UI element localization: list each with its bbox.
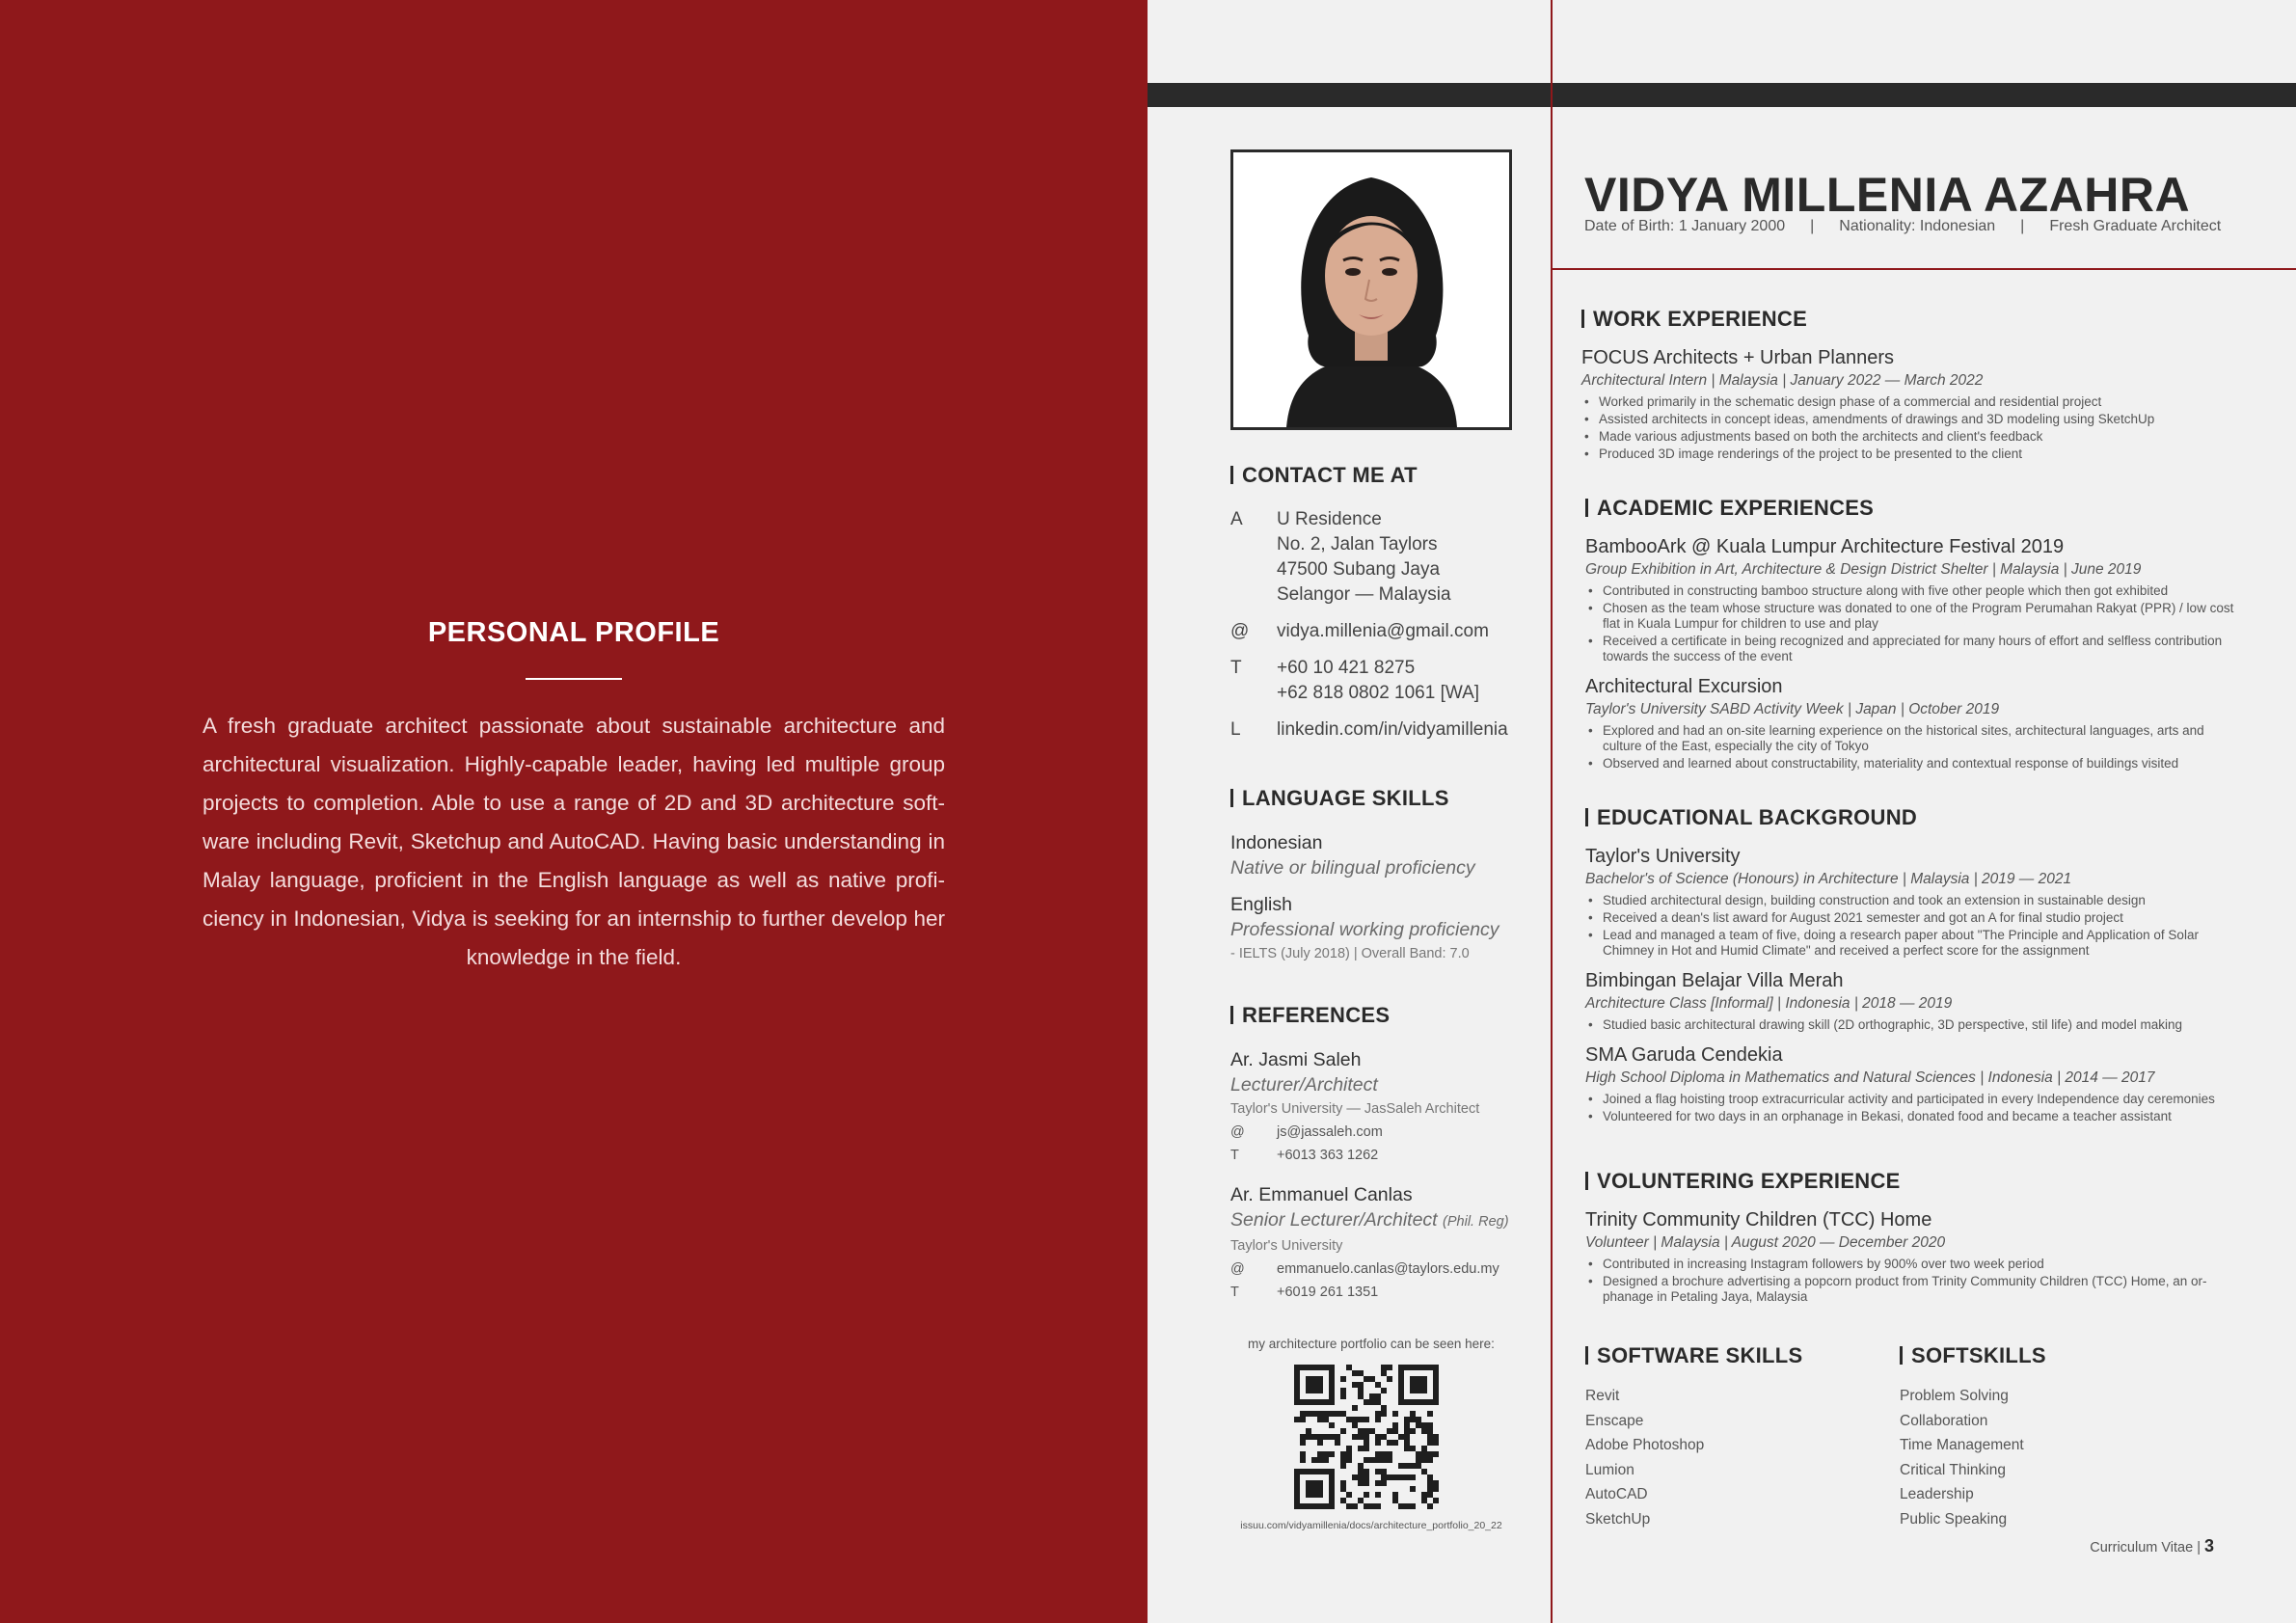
qr-caption: my architecture portfolio can be seen here: (1248, 1337, 1495, 1351)
linkedin-link[interactable]: linkedin.com/in/vidyamillenia (1277, 719, 1508, 740)
education-entry (1585, 844, 2241, 959)
reference-email-row (1230, 1261, 1520, 1277)
softskill-item: Time Management (1900, 1437, 2024, 1453)
software-title-text: SOFTWARE SKILLS (1597, 1343, 1803, 1367)
bullet-item: • Assisted architects in concept ideas, amendments of drawings and 3D modeling using SketchUp (1581, 412, 2237, 427)
work-entry (1581, 345, 2237, 462)
education-title-text: EDUCATIONAL BACKGROUND (1597, 805, 1918, 829)
education-entry (1585, 1042, 2241, 1124)
candidate-name: VIDYA MILLENIA AZAHRA (1584, 168, 2191, 222)
reference-role (1230, 1207, 1520, 1234)
nationality: Nationality: Indonesian (1839, 218, 1996, 234)
date-of-birth: Date of Birth: 1 January 2000 (1584, 218, 1786, 234)
qr-code[interactable] (1294, 1365, 1439, 1514)
education-title (1585, 805, 2241, 830)
section-bar (1230, 1006, 1233, 1024)
software-item: SketchUp (1585, 1510, 1651, 1528)
section-bar (1900, 1346, 1903, 1365)
software-item: Revit (1585, 1388, 1620, 1404)
work-title (1581, 307, 2237, 332)
language-name: English (1230, 894, 1292, 915)
entry-role: Bachelor's of Science (Honours) in Architecture | Malaysia | 2019 — 2021 (1585, 871, 2072, 887)
entry-org: Architectural Excursion (1585, 676, 1783, 697)
reference-item (1230, 1182, 1520, 1300)
footer-separator: | (2197, 1540, 2201, 1555)
bullet-item: • Chosen as the team whose structure was donated to one of the Program Perumahan Rakyat (PPR) / low cost flat in Kuala Lumpur for children to use and play (1585, 601, 2241, 632)
profile-divider (526, 678, 622, 680)
language-item (1230, 892, 1520, 961)
phone-key: T (1230, 658, 1242, 678)
bullet-item: • Contributed in increasing Instagram followers by 900% over two week period (1585, 1257, 2241, 1272)
entry-role: Volunteer | Malaysia | August 2020 — December 2020 (1585, 1234, 1946, 1251)
academic-entry (1585, 534, 2241, 664)
references-section (1230, 1003, 1520, 1300)
entry-org: Taylor's University (1585, 846, 1741, 867)
work-section (1581, 307, 2237, 472)
software-item: Enscape (1585, 1412, 1644, 1429)
language-level: Native or bilingual proficiency (1230, 857, 1475, 879)
bullet-item: • Produced 3D image renderings of the project to be presented to the client (1581, 446, 2237, 462)
volunteering-entry (1585, 1207, 2241, 1305)
reference-name: Ar. Jasmi Saleh (1230, 1049, 1362, 1070)
bullet-item: • Observed and learned about constructability, materiality and contextual response of buildings visited (1585, 756, 2241, 771)
section-bar (1585, 499, 1588, 517)
reference-org: Taylor's University — JasSaleh Architect (1230, 1101, 1480, 1117)
volunteering-title-text: VOLUNTERING EXPERIENCE (1597, 1169, 1901, 1193)
reference-phone-row (1230, 1148, 1520, 1163)
language-item (1230, 830, 1520, 880)
personal-profile (203, 617, 945, 977)
softskills-title-text: SOFTSKILLS (1911, 1343, 2046, 1367)
qr-code-image (1294, 1365, 1439, 1509)
section-bar (1230, 789, 1233, 807)
email-key: @ (1230, 1124, 1245, 1140)
footer-label: Curriculum Vitae (2090, 1540, 2194, 1555)
language-title-text: LANGUAGE SKILLS (1242, 786, 1449, 810)
bullet-item: • Lead and managed a team of five, doing a research paper about "The Principle and Application of Solar Chimney in Hot and Humid Climate" and received a perfect score for the assignment (1585, 928, 2241, 959)
softskills-list (1900, 1384, 2189, 1531)
address-row (1230, 507, 1520, 608)
reference-email-row (1230, 1124, 1520, 1140)
bullet-item: • Designed a brochure advertising a popcorn product from Trinity Community Children (TCC) Home, an or-phanage in Petaling Jaya, Malaysia (1585, 1274, 2241, 1305)
email-row (1230, 619, 1520, 644)
contact-title (1230, 463, 1520, 488)
references-title (1230, 1003, 1520, 1028)
softskills-section (1900, 1343, 2189, 1531)
header-rule (1553, 268, 2296, 270)
entry-role: Group Exhibition in Art, Architecture & Design District Shelter | Malaysia | June 2019 (1585, 561, 2142, 578)
profile-text: A fresh graduate architect passionate about sustainable architecture and architectural visualization. Highly-capable leader, having led multiple group projects to completion. Able to use a range of 2D and 3D architecture soft-ware including Revit, Sketchup and AutoCAD. Having basic understanding in Malay language, proficient in the English language as well as native profi-ciency in Indonesian, Vidya is seeking for an internship to further develop her knowledge in the field. (203, 714, 945, 969)
email-key: @ (1230, 621, 1250, 641)
softskills-title (1900, 1343, 2189, 1368)
entry-bullets (1581, 394, 2237, 462)
bullet-item: • Joined a flag hoisting troop extracurricular activity and participated in every Independence day ceremonies (1585, 1092, 2241, 1107)
entry-bullets (1585, 1092, 2241, 1124)
entry-bullets (1585, 583, 2241, 664)
softskill-item: Critical Thinking (1900, 1461, 2006, 1478)
profile-title: PERSONAL PROFILE (427, 617, 720, 648)
language-level: Professional working proficiency (1230, 919, 1499, 940)
reference-org: Taylor's University (1230, 1238, 1343, 1254)
status: Fresh Graduate Architect (2049, 218, 2222, 234)
section-bar (1230, 466, 1233, 484)
work-title-text: WORK EXPERIENCE (1593, 307, 1808, 331)
reference-role: Lecturer/Architect (1230, 1074, 1378, 1096)
entry-org: Bimbingan Belajar Villa Merah (1585, 970, 1844, 991)
address-line: No. 2, Jalan Taylors (1277, 534, 1438, 555)
reference-email[interactable]: emmanuelo.canlas@taylors.edu.my (1277, 1261, 1499, 1277)
entry-org: FOCUS Architects + Urban Planners (1581, 347, 1895, 368)
section-bar (1581, 310, 1584, 328)
reference-role-text: Senior Lecturer/Architect (1230, 1209, 1438, 1231)
education-entry (1585, 968, 2241, 1033)
entry-bullets (1585, 1257, 2241, 1305)
qr-url[interactable]: issuu.com/vidyamillenia/docs/architecture_portfolio_20_22 (1240, 1520, 1502, 1531)
academic-title-text: ACADEMIC EXPERIENCES (1597, 496, 1875, 520)
column-divider (1551, 0, 1553, 1623)
address-line: U Residence (1277, 509, 1382, 529)
entry-role: Taylor's University SABD Activity Week | Japan | October 2019 (1585, 701, 2000, 717)
academic-title (1585, 496, 2241, 521)
portrait-image (1233, 152, 1509, 427)
entry-bullets (1585, 893, 2241, 959)
language-title (1230, 786, 1520, 811)
entry-bullets (1585, 1017, 2241, 1033)
academic-entry (1585, 674, 2241, 771)
software-section (1585, 1343, 1875, 1531)
volunteering-title (1585, 1169, 2241, 1194)
volunteering-section (1585, 1169, 2241, 1314)
address-key: A (1230, 509, 1243, 529)
reference-item (1230, 1047, 1520, 1163)
references-title-text: REFERENCES (1242, 1003, 1391, 1027)
language-section (1230, 786, 1520, 961)
bullet-item: • Studied basic architectural drawing skill (2D orthographic, 3D perspective, stil life) and model making (1585, 1017, 2241, 1033)
phone-number: +60 10 421 8275 (1277, 658, 1416, 678)
phone-number: +62 818 0802 1061 [WA] (1277, 683, 1480, 703)
software-item: Adobe Photoshop (1585, 1437, 1705, 1453)
reference-role-note: (Phil. Reg) (1443, 1214, 1509, 1230)
software-item: AutoCAD (1585, 1486, 1648, 1502)
software-item: Lumion (1585, 1461, 1634, 1478)
meta-separator: | (2020, 218, 2025, 234)
reference-email[interactable]: js@jassaleh.com (1277, 1124, 1383, 1140)
reference-phone-row (1230, 1285, 1520, 1300)
email-key: @ (1230, 1261, 1245, 1277)
software-list (1585, 1384, 1875, 1531)
bullet-item: • Made various adjustments based on both the architects and client's feedback (1581, 429, 2237, 445)
page-number: 3 (2203, 1536, 2214, 1555)
contact-section (1230, 463, 1520, 743)
entry-bullets (1585, 723, 2241, 771)
bullet-item: • Contributed in constructing bamboo structure along with five other people which then got exhibited (1585, 583, 2241, 599)
phone-key: T (1230, 1285, 1239, 1300)
phone-key: T (1230, 1148, 1239, 1163)
contact-title-text: CONTACT ME AT (1242, 463, 1418, 487)
softskill-item: Leadership (1900, 1486, 1974, 1502)
address-line: 47500 Subang Jaya (1277, 559, 1441, 580)
entry-org: Trinity Community Children (TCC) Home (1585, 1209, 1932, 1231)
section-bar (1585, 808, 1588, 826)
bullet-item: • Studied architectural design, building construction and took an extension in sustainable design (1585, 893, 2241, 908)
entry-org: BambooArk @ Kuala Lumpur Architecture Festival 2019 (1585, 536, 2065, 557)
meta-separator: | (1810, 218, 1815, 234)
email-link[interactable]: vidya.millenia@gmail.com (1277, 621, 1489, 641)
entry-role: Architecture Class [Informal] | Indonesia | 2018 — 2019 (1585, 995, 1953, 1012)
bullet-item: • Worked primarily in the schematic design phase of a commercial and residential project (1581, 394, 2237, 410)
entry-role: Architectural Intern | Malaysia | January 2022 — March 2022 (1581, 372, 1984, 389)
language-note: - IELTS (July 2018) | Overall Band: 7.0 (1230, 946, 1470, 961)
profile-photo (1230, 149, 1512, 430)
reference-name: Ar. Emmanuel Canlas (1230, 1184, 1413, 1205)
entry-role: High School Diploma in Mathematics and Natural Sciences | Indonesia | 2014 — 2017 (1585, 1069, 2155, 1086)
softskill-item: Problem Solving (1900, 1388, 2009, 1404)
entry-org: SMA Garuda Cendekia (1585, 1044, 1783, 1066)
language-name: Indonesian (1230, 832, 1323, 853)
candidate-meta (1584, 218, 2221, 235)
address-line: Selangor — Malaysia (1277, 584, 1451, 605)
page-footer (2090, 1536, 2214, 1556)
academic-section (1585, 496, 2241, 781)
section-bar (1585, 1172, 1588, 1190)
bullet-item: • Received a dean's list award for August 2021 semester and got an A for final studio project (1585, 910, 2241, 926)
reference-phone: +6013 363 1262 (1277, 1148, 1379, 1163)
software-title (1585, 1343, 1875, 1368)
education-section (1585, 805, 2241, 1134)
softskill-item: Public Speaking (1900, 1510, 2008, 1528)
bullet-item: • Received a certificate in being recognized and appreciated for many hours of effort and selfless contribution towards the success of the event (1585, 634, 2241, 664)
phone-row (1230, 656, 1520, 706)
top-bar (1148, 83, 2296, 107)
section-bar (1585, 1346, 1588, 1365)
linkedin-row (1230, 717, 1520, 743)
linkedin-key: L (1230, 719, 1241, 740)
bullet-item: • Explored and had an on-site learning experience on the historical sites, architectural languages, arts and culture of the East, especially the city of Tokyo (1585, 723, 2241, 754)
bullet-item: • Volunteered for two days in an orphanage in Bekasi, donated food and became a teacher assistant (1585, 1109, 2241, 1124)
softskill-item: Collaboration (1900, 1412, 1988, 1429)
reference-phone: +6019 261 1351 (1277, 1285, 1379, 1300)
